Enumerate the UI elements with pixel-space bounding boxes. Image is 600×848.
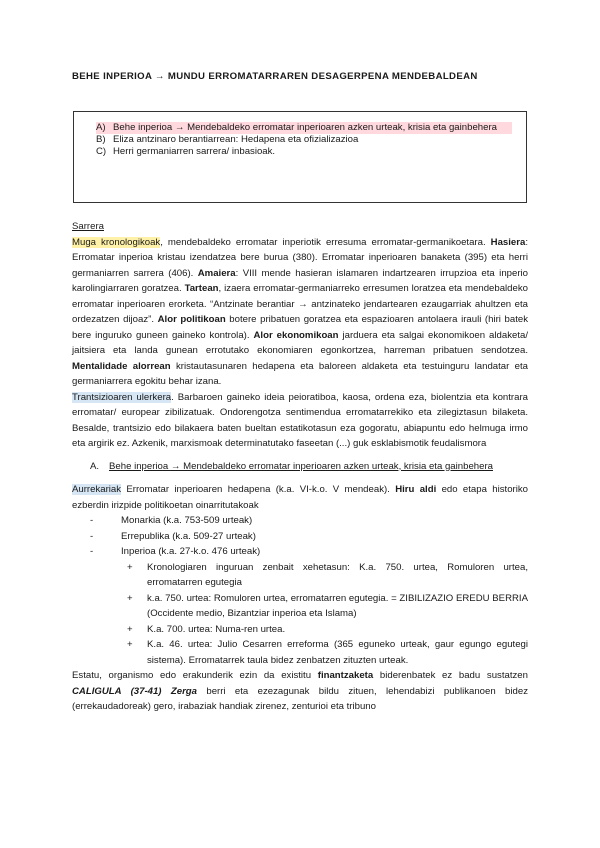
plus-bullet: + [127,592,133,604]
bold-term: finantzaketa [317,670,374,681]
text-run: botere pribatuen goratzea eta espazioaren antolaera irauli (hiri batek bere inguruko guneen gaineko kontrola). [72,314,528,341]
highlight-term: Trantsizioaren ulerkera [72,391,172,403]
toc-item-c[interactable] [96,146,512,158]
page-title: BEHE INPERIOA → MUNDU ERROMATARRAREN DESAGERPENA MENDEBALDEAN [72,71,478,82]
bold-italic-term: CALIGULA (37-41) Zerga [72,685,197,697]
list-item [72,544,528,560]
dash-bullet: - [90,546,94,557]
list-item-text: K.a. 700. urtea: Numa-ren urtea. [147,623,286,635]
bold-term: Alor politikoan [157,314,226,325]
list-item-text: k.a. 750. urtea: Romuloren urtea, erromatarren egutegia. = ZIBILIZAZIO EREDU BERRIA (Occidente medio, Bizantziar inperioa eta Islama) [147,592,528,619]
list-item-text: Errepublika (k.a. 509-27 urteak) [121,530,256,542]
highlight-term: Aurrekariak [72,484,122,495]
table-of-contents [73,111,527,203]
section-title: Behe inperioa → Mendebaldeko erromatar inperioaren azken urteak, krisia eta gainbehera [109,460,493,472]
text-run: Erromatar inperioaren hedapena (k.a. VI-k.o. V mendeak). [121,484,396,495]
list-item [72,513,528,529]
plus-bullet: + [127,623,133,635]
document-body [72,219,528,715]
list-item-text: Monarkia (k.a. 753-509 urteak) [121,515,253,526]
dash-bullet: - [90,530,94,542]
toc-item-text: Behe inperioa → Mendebaldeko erromatar inperioaren azken urteak, krisia eta gainbehera [113,122,497,133]
paragraph-sarrera-2 [72,390,528,452]
text-run: edo etapa historiko ezberdin irizpide politikoetan oinarritutakoak [72,484,528,511]
text-run: berri eta ezezagunak bildu zituen, lehendabizi publikanoen bidez (errekaudadoreak) gero, irabaziak handiak zirenez, zenturioi eta tribuno [72,685,528,712]
text-run: biderenbatek ez badu sustatzen [373,670,528,681]
list-item-text: Inperioa (k.a. 27-k.o. 476 urteak) [121,546,261,557]
text-run: : VIII mende hasieran islamaren indartzearen irrupzioa eta inperio karolingiarraren goratzea. [72,267,528,294]
list-item [72,560,528,591]
toc-item-a[interactable] [96,122,512,134]
bold-term: Tartean [184,283,219,294]
bold-term: Amaiera [197,267,236,279]
text-run: . Barbaroen gaineko ideia peioratiboa, kaosa, ordena eza, biolentzia eta kontrara erromatar/ europear zibilizatuak. Ondorengotza sentimendua erromatarrekiko eta zilegiztasun bilaketa. Besalde, trantsizio edo bilakaera baten bueltan estatikotasun eza gogoratu, abiapuntu edo helmuga irmo eta argirik ez. Azkenik, marxismoak determinatutako faseetan (...) guk esklabismotik feudalismora [72,391,528,449]
toc-item-key: A) [96,122,106,133]
dash-bullet: - [90,515,94,526]
toc-item-text: Herri germaniarren sarrera/ inbasioak. [113,146,276,157]
list-item-text: Kronologiaren inguruan zenbait xehetasun: K.a. 750. urtea, Romuloren urtea, erromatarren egutegia [147,561,528,588]
bold-term: Mentalidade alorrean [72,360,171,372]
list-item-text: K.a. 46. urtea: Julio Cesarren erreforma (365 eguneko urteak, gaur egungo egutegi sistema). Erromatarrek taula bidez zenbatzen zituzten urteak. [147,639,528,666]
section-heading-a [72,461,528,474]
text-run: , izaera erromatar-germaniarreko erresumen loratzea eta mendebaldeko erromatar inperioaren erorketa. “Antzinate berantiar → antzinateko jendartearen ezaugarriak ahultzen eta ordezatzen dijoaz”. [72,283,528,325]
text-run: Estatu, organismo edo erakunderik ezin da existitu [72,670,318,681]
plus-bullet: + [127,561,133,573]
chronology-list [72,560,528,669]
bold-term: Alor ekonomikoan [253,329,339,341]
toc-item-b[interactable] [96,134,512,146]
list-item [72,622,528,638]
list-item [72,637,528,668]
text-run: jarduera eta salgai ekonomikoen aldaketa/ jaitsiera eta landa gunean errotutako ekonomiaren egonkortzea, harreman pribatuen sendotzea. [72,329,528,356]
toc-item-key: B) [96,134,106,145]
list-item [72,591,528,622]
plus-bullet: + [127,639,133,650]
paragraph-aurrekariak [72,482,528,513]
bold-term: Hiru aldi [395,484,437,495]
text-run: kristautasunaren hedapena eta baloreen aldaketa eta testuinguru landatar eta germaniarrera egokitu behar izana. [72,360,529,387]
section-key: A. [90,460,100,472]
periods-list [72,513,528,560]
list-item [72,529,528,545]
highlight-term: Muga kronologikoak [72,236,161,248]
text-run: : Erromatar inperioa kristau izendatzea bere burua (380). Erromatar inperioaren banaketa (395) eta herri germaniarren sarrera (406). [72,236,528,279]
paragraph-finantzaketa [72,668,528,715]
toc-item-text: Eliza antzinaro berantiarrean: Hedapena eta ofizializazioa [113,134,359,145]
paragraph-sarrera-1 [72,235,528,390]
toc-item-key: C) [96,146,107,157]
text-run: , mendebaldeko erromatar inperiotik erresuma erromatar-germanikoetara. [160,236,491,248]
bold-term: Hasiera [490,236,526,248]
section-heading-sarrera: Sarrera [72,221,104,232]
